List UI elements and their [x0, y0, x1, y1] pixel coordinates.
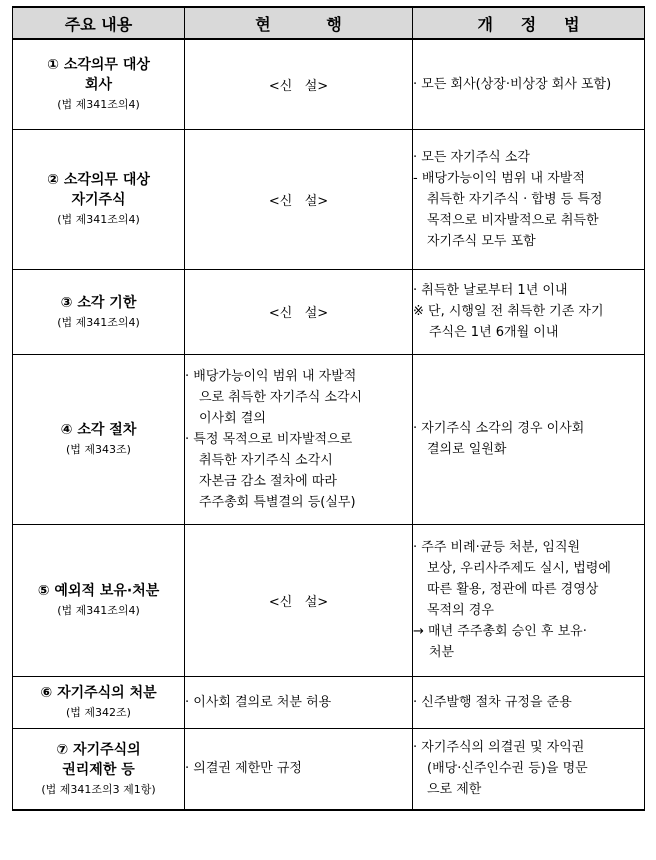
- law-reference: (법 제341조의3 제1항): [41, 782, 156, 796]
- topic-label: ① 소각의무 대상 회사: [47, 57, 150, 94]
- table-row: [13, 676, 645, 728]
- revised-cell: [413, 728, 645, 810]
- revised-text: · 모든 회사(상장·비상장 회사 포함): [413, 76, 612, 92]
- law-reference: (법 제341조의4): [57, 604, 140, 617]
- revised-cell: [413, 524, 645, 676]
- law-reference: (법 제342조): [66, 706, 131, 719]
- revised-cell: [413, 129, 645, 269]
- current-text: <신 설>: [268, 78, 329, 94]
- revised-text: · 신주발행 절차 규정을 준용: [413, 694, 572, 710]
- current-cell: [185, 524, 413, 676]
- current-cell: [185, 676, 413, 728]
- topic-cell: [13, 129, 185, 269]
- current-text: · 의결권 제한만 규정: [185, 761, 302, 777]
- revised-text: · 자기주식 소각의 경우 이사회 결의로 일원화: [413, 421, 585, 457]
- table-row: [13, 354, 645, 524]
- header-current: 현 행: [185, 7, 413, 39]
- header-topic: 주요 내용: [13, 7, 185, 39]
- law-reference: (법 제341조의4): [57, 98, 140, 112]
- topic-cell: [13, 524, 185, 676]
- current-text: <신 설>: [268, 594, 329, 610]
- current-cell: [185, 39, 413, 129]
- table-row: [13, 39, 645, 129]
- revised-cell: [413, 354, 645, 524]
- topic-label: ④ 소각 절차: [60, 422, 137, 438]
- current-cell: [185, 129, 413, 269]
- revised-text: · 모든 자기주식 소각 - 배당가능이익 범위 내 자발적 취득한 자기주식 · 합병 등 특정 목적으로 비자발적으로 취득한 자기주식 모두 포함: [413, 149, 603, 249]
- current-cell: [185, 354, 413, 524]
- revised-cell: [413, 39, 645, 129]
- table-row: [13, 269, 645, 354]
- current-text: <신 설>: [268, 306, 329, 321]
- topic-label: ③ 소각 기한: [60, 294, 137, 311]
- topic-label: ⑦ 자기주식의 권리제한 등: [56, 741, 141, 778]
- revised-cell: [413, 676, 645, 728]
- topic-cell: [13, 354, 185, 524]
- topic-cell: [13, 269, 185, 354]
- topic-label: ② 소각의무 대상 자기주식: [47, 172, 150, 208]
- table-row: [13, 524, 645, 676]
- law-reference: (법 제343조): [66, 443, 131, 456]
- table-row: [13, 728, 645, 810]
- table-row: [13, 129, 645, 269]
- topic-cell: [13, 39, 185, 129]
- revised-text: · 자기주식의 의결권 및 자익권 (배당·신주인수권 등)을 명문 으로 제한: [413, 740, 588, 798]
- revised-cell: [413, 269, 645, 354]
- current-cell: [185, 728, 413, 810]
- header-revised: 개 정 법: [413, 7, 645, 39]
- topic-label: ⑥ 자기주식의 처분: [40, 685, 157, 701]
- current-text: · 배당가능이익 범위 내 자발적 으로 취득한 자기주식 소각시 이사회 결의 · 특정 목적으로 비자발적으로 취득한 자기주식 소각시 자본금 감소 절차에 따라 주주총회 특별결의 등(실무): [185, 368, 363, 510]
- current-text: <신 설>: [268, 193, 329, 209]
- current-cell: [185, 269, 413, 354]
- law-reference: (법 제341조의4): [57, 213, 140, 226]
- comparison-table: [12, 6, 645, 811]
- header-row: [13, 7, 645, 39]
- topic-cell: [13, 728, 185, 810]
- current-text: · 이사회 결의로 처분 허용: [185, 694, 332, 710]
- topic-label: ⑤ 예외적 보유·처분: [37, 583, 160, 599]
- revised-text: · 주주 비례·균등 처분, 임직원 보상, 우리사주제도 실시, 법령에 따른 활용, 정관에 따른 경영상 목적의 경우 → 매년 주주총회 승인 후 보유· 처분: [413, 540, 611, 660]
- law-reference: (법 제341조의4): [57, 315, 140, 329]
- topic-cell: [13, 676, 185, 728]
- revised-text: · 취득한 날로부터 1년 이내 ※ 단, 시행일 전 취득한 기존 자기 주식은 1년 6개월 이내: [413, 283, 604, 340]
